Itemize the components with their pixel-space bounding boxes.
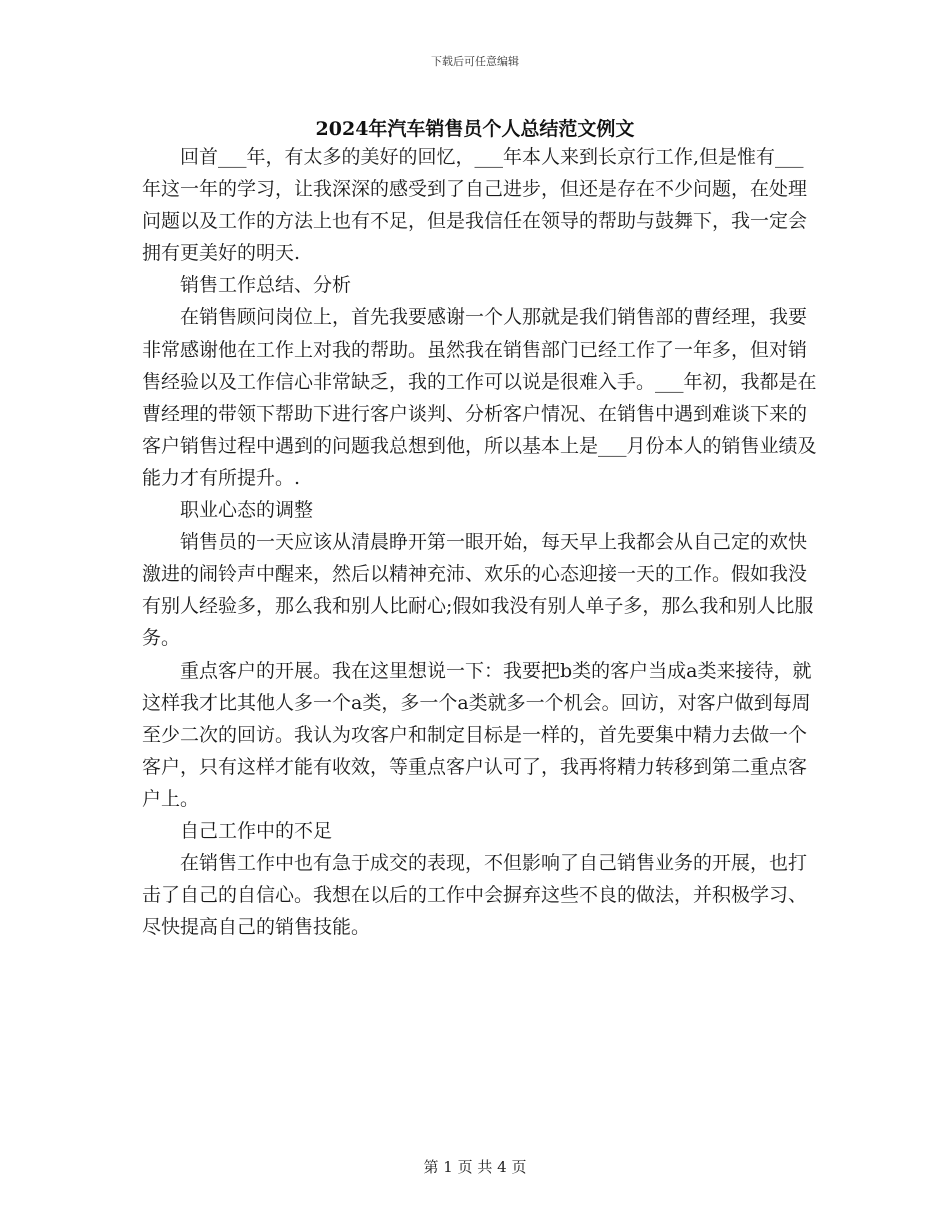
paragraph-mindset: 销售员的一天应该从清晨睁开第一眼开始，每天早上我都会从自己定的欢快激进的闹铃声中醒来，然后以精神充沛、欢乐的心态迎接一天的工作。假如我没有别人经验多，那么我和别人比耐心;假如我没有别人单子多，那么我和别人比服务。 xyxy=(142,531,814,650)
section-heading-shortcomings: 自己工作中的不足 xyxy=(180,819,333,842)
page-number: 第 1 页 共 4 页 xyxy=(423,1158,527,1176)
document-title: 2024年汽车销售员个人总结范文例文 xyxy=(315,118,635,140)
section-heading-mindset: 职业心态的调整 xyxy=(180,499,314,522)
section-heading-sales-summary: 销售工作总结、分析 xyxy=(180,274,352,297)
document-body xyxy=(142,141,822,943)
paragraph-sales-summary: 在销售顾问岗位上，首先我要感谢一个人那就是我们销售部的曹经理，我要非常感谢他在工作上对我的帮助。虽然我在销售部门已经工作了一年多，但对销售经验以及工作信心非常缺乏，我的工作可以说是很难入手。___年初，我都是在曹经理的带领下帮助下进行客户谈判、分析客户情况、在销售中遇到难谈下来的客户销售过程中遇到的问题我总想到他，所以基本上是___月份本人的销售业绩及能力才有所提升。. xyxy=(142,306,817,489)
page-header-note: 下载后可任意编辑 xyxy=(431,55,519,68)
paragraph-shortcomings: 在销售工作中也有急于成交的表现，不但影响了自己销售业务的开展，也打击了自己的自信心。我想在以后的工作中会摒弃这些不良的做法，并积极学习、尽快提高自己的销售技能。 xyxy=(142,852,808,939)
paragraph-key-clients: 重点客户的开展。我在这里想说一下：我要把b类的客户当成a类来接待，就这样我才比其他人多一个a类，多一个a类就多一个机会。回访，对客户做到每周至少二次的回访。我认为攻客户和制定目标是一样的，首先要集中精力去做一个客户，只有这样才能有收效，等重点客户认可了，我再将精力转移到第二重点客户上。 xyxy=(142,659,812,810)
paragraph-intro: 回首___年，有太多的美好的回忆，___年本人来到长京行工作,但是惟有___年这一年的学习，让我深深的感受到了自己进步，但还是存在不少问题，在处理问题以及工作的方法上也有不足，但是我信任在领导的帮助与鼓舞下，我一定会拥有更美好的明天. xyxy=(142,146,808,265)
